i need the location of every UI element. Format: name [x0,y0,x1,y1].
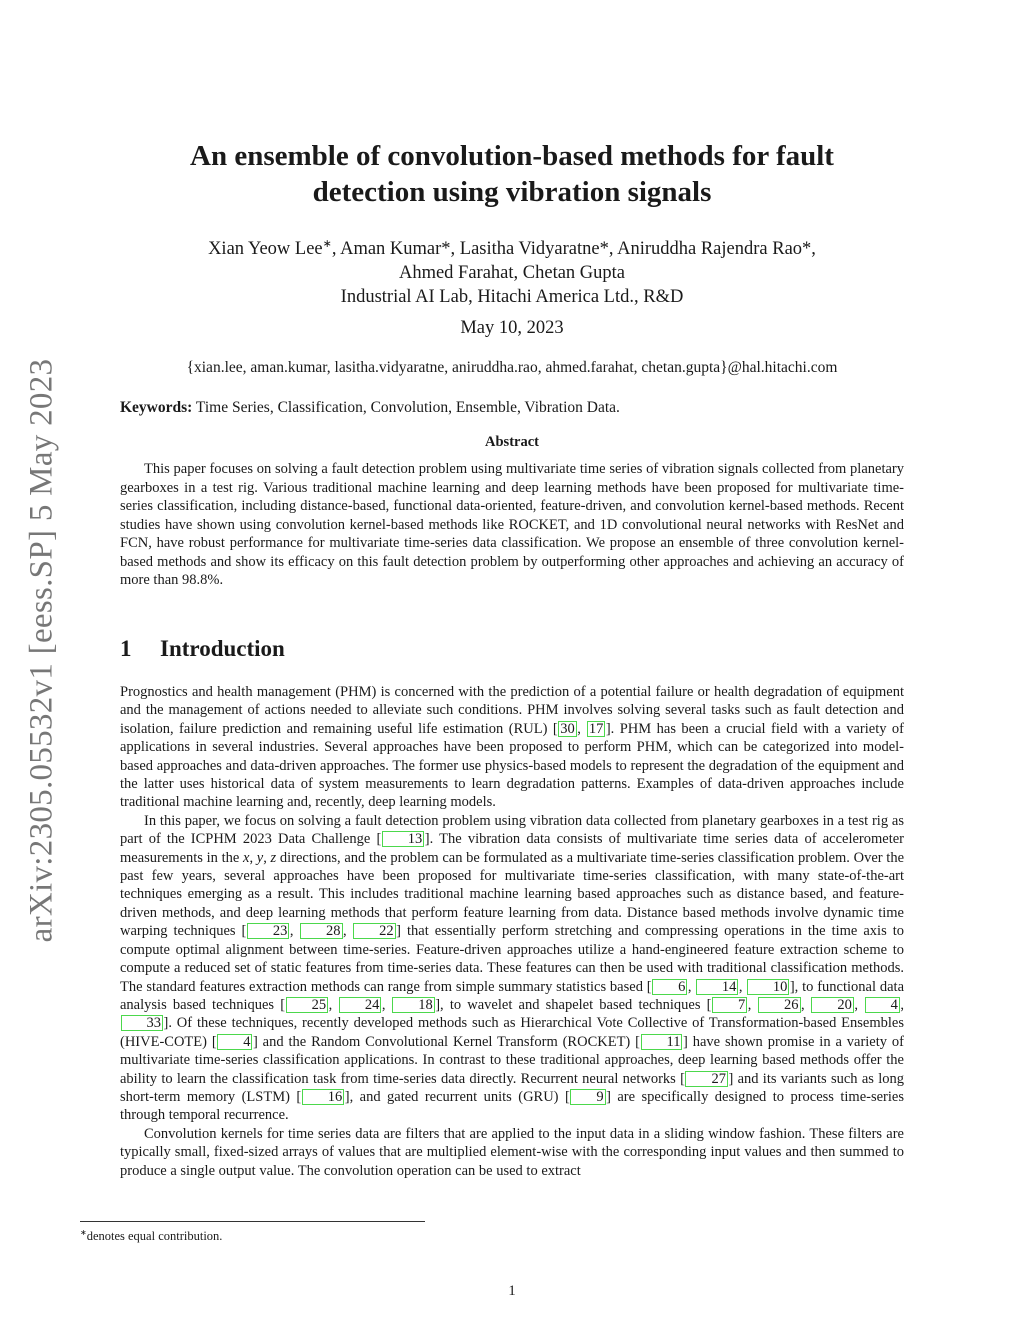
intro-paragraph-3: Convolution kernels for time series data are filters that are applied to the input data in a sliding window fashion. These filters are typically small, fixed-sized arrays of values that are multiplied element-wise with the corresponding input values and then summed to produce a single output value. The convolution operation can be used to extract [120,1125,904,1179]
citation-link[interactable]: 25 [286,997,329,1013]
footnote-rule [80,1221,425,1222]
author-block [120,232,904,309]
citation-link[interactable]: 28 [300,923,343,939]
citation-link[interactable]: 9 [570,1089,605,1105]
citation-link[interactable]: 22 [353,923,396,939]
citation-link[interactable]: 23 [247,923,290,939]
author-emails: {xian.lee, aman.kumar, lasitha.vidyaratne, aniruddha.rao, ahmed.farahat, chetan.gupta}@hal.hitachi.com [186,359,838,376]
citation-link[interactable]: 4 [217,1034,252,1050]
citation-link[interactable]: 7 [712,997,747,1013]
abstract-body: This paper focuses on solving a fault detection problem using multivariate time series of vibration signals collected from planetary gearboxes in a test rig. Various traditional machine learning and deep learning methods have been proposed for multivariate time-series classification, including distance-based, functional data-oriented, feature-driven, and convolution kernel-based methods. Recent studies have shown using convolution kernel-based methods like ROCKET, and 1D convolutional neural networks with ResNet and FCN, have robust performance for multivariate time-series data classification. We propose an ensemble of three convolution kernel-based methods and show its efficacy on this fault detection problem by outperforming other approaches and achieving an accuracy of more than 98.8%. [120,461,904,588]
citation-link[interactable]: 24 [339,997,382,1013]
citation-link[interactable]: 27 [685,1071,728,1087]
introduction-body [120,683,904,1180]
citation-link[interactable]: 4 [865,997,900,1013]
affiliation: Industrial AI Lab, Hitachi America Ltd., R&D [340,287,684,308]
citation-link[interactable]: 11 [641,1034,683,1050]
citation-link[interactable]: 18 [392,997,435,1013]
citation-link[interactable]: 17 [588,720,604,737]
citation-link[interactable]: 20 [811,997,854,1013]
citation-link[interactable]: 13 [382,831,425,847]
intro-paragraph-2: In this paper, we focus on solving a fault detection problem using vibration data collected from planetary gearboxes in a test rig as part of the ICPHM 2023 Data Challenge [ 13 ]. The vibration data consists of multivariate time series data of accelerometer measurements in the x, y, z directions, and the problem can be formulated as a multivariate time-series classification problem. Over the past few years, several approaches have been proposed for multivariate time-series classification, with many state-of-the-art techniques emerging as a result. This includes traditional machine learning based approaches such as distance based, and feature-driven methods, and deep learning methods that perform feature learning from data. Distance based methods involve dynamic time warping techniques [ 23 , 28 , 22 ] that essentially perform stretching and compressing operations in the time axis to compute optimal alignment between time-series. Feature-driven approaches utilize a hand-engineered feature extraction scheme to compute a reduced set of static features from time-series data. These features can then be used with traditional classification methods. The standard features extraction methods can range from simple summary statistics based [ 6 , 14 , 10 ], to functional data analysis based techniques [ 25 , 24 , 18 ], to wavelet and shapelet based techniques [ 7 , 26 , 20 , 4 , 33 ]. Of these techniques, recently developed methods such as Hierarchical Vote Collective of Transformation-based Ensembles (HIVE-COTE) [ 4 ] and the Random Convolutional Kernel Transform (ROCKET) [ 11 ] have shown promise in a variety of multivariate time-series classification applications. In contrast to these traditional approaches, deep learning based methods offer the ability to learn the classification task from time-series data directly. Recurrent neural networks [ 27 ] and its variants such as long short-term memory (LSTM) [ 16 ], and gated recurrent units (GRU) [ 9 ] are specifically designed to process time-series through temporal recurrence. [120,812,905,1124]
paper-title [120,138,904,210]
citation-link[interactable]: 33 [121,1015,164,1031]
footnote: ∗denotes equal contribution. [80,1228,223,1244]
keywords [120,399,904,417]
citation-link[interactable]: 14 [696,979,739,995]
title-line-1: An ensemble of convolution-based methods for fault [190,140,834,172]
keywords-text: Time Series, Classification, Convolution, Ensemble, Vibration Data. [192,399,620,416]
citation-link[interactable]: 16 [302,1089,345,1105]
keywords-label: Keywords: [120,399,193,416]
section-heading-introduction [120,636,285,662]
title-line-2: detection using vibration signals [312,176,712,208]
abstract-heading: Abstract [485,434,539,450]
citation-link[interactable]: 30 [560,720,575,737]
page-number: 1 [508,1283,516,1299]
citation-link[interactable]: 10 [747,979,790,995]
author-line-1: Xian Yeow Lee∗, Aman Kumar*, Lasitha Vidyaratne*, Aniruddha Rajendra Rao*, [208,238,816,260]
section-number: 1 [120,636,132,661]
citation-link[interactable]: 26 [758,997,801,1013]
arxiv-identifier: arXiv:2305.05532v1 [eess.SP] 5 May 2023 [23,358,60,942]
author-line-2: Ahmed Farahat, Chetan Gupta [398,263,626,284]
citation-link[interactable]: 6 [652,979,687,995]
section-title: Introduction [160,636,285,661]
intro-paragraph-1: Prognostics and health management (PHM) is concerned with the prediction of a potential failure or health degradation of equipment and the management of actions needed to alleviate such conditions. PHM involves solving several tasks such as fault detection and isolation, failure prediction and remaining useful life estimation (RUL) [ 30 , 17 ]. PHM has been a crucial field with a variety of applications in several industries. Several approaches have been proposed to perform PHM, which can be categorized into model-based approaches and data-driven approaches. The former use physics-based models to represent the degradation of the equipment and the latter uses historical data of system measurements to learn degradation patterns. Examples of data-driven approaches include traditional machine learning and, recently, deep learning models. [120,684,905,811]
paper-date: May 10, 2023 [460,318,564,338]
